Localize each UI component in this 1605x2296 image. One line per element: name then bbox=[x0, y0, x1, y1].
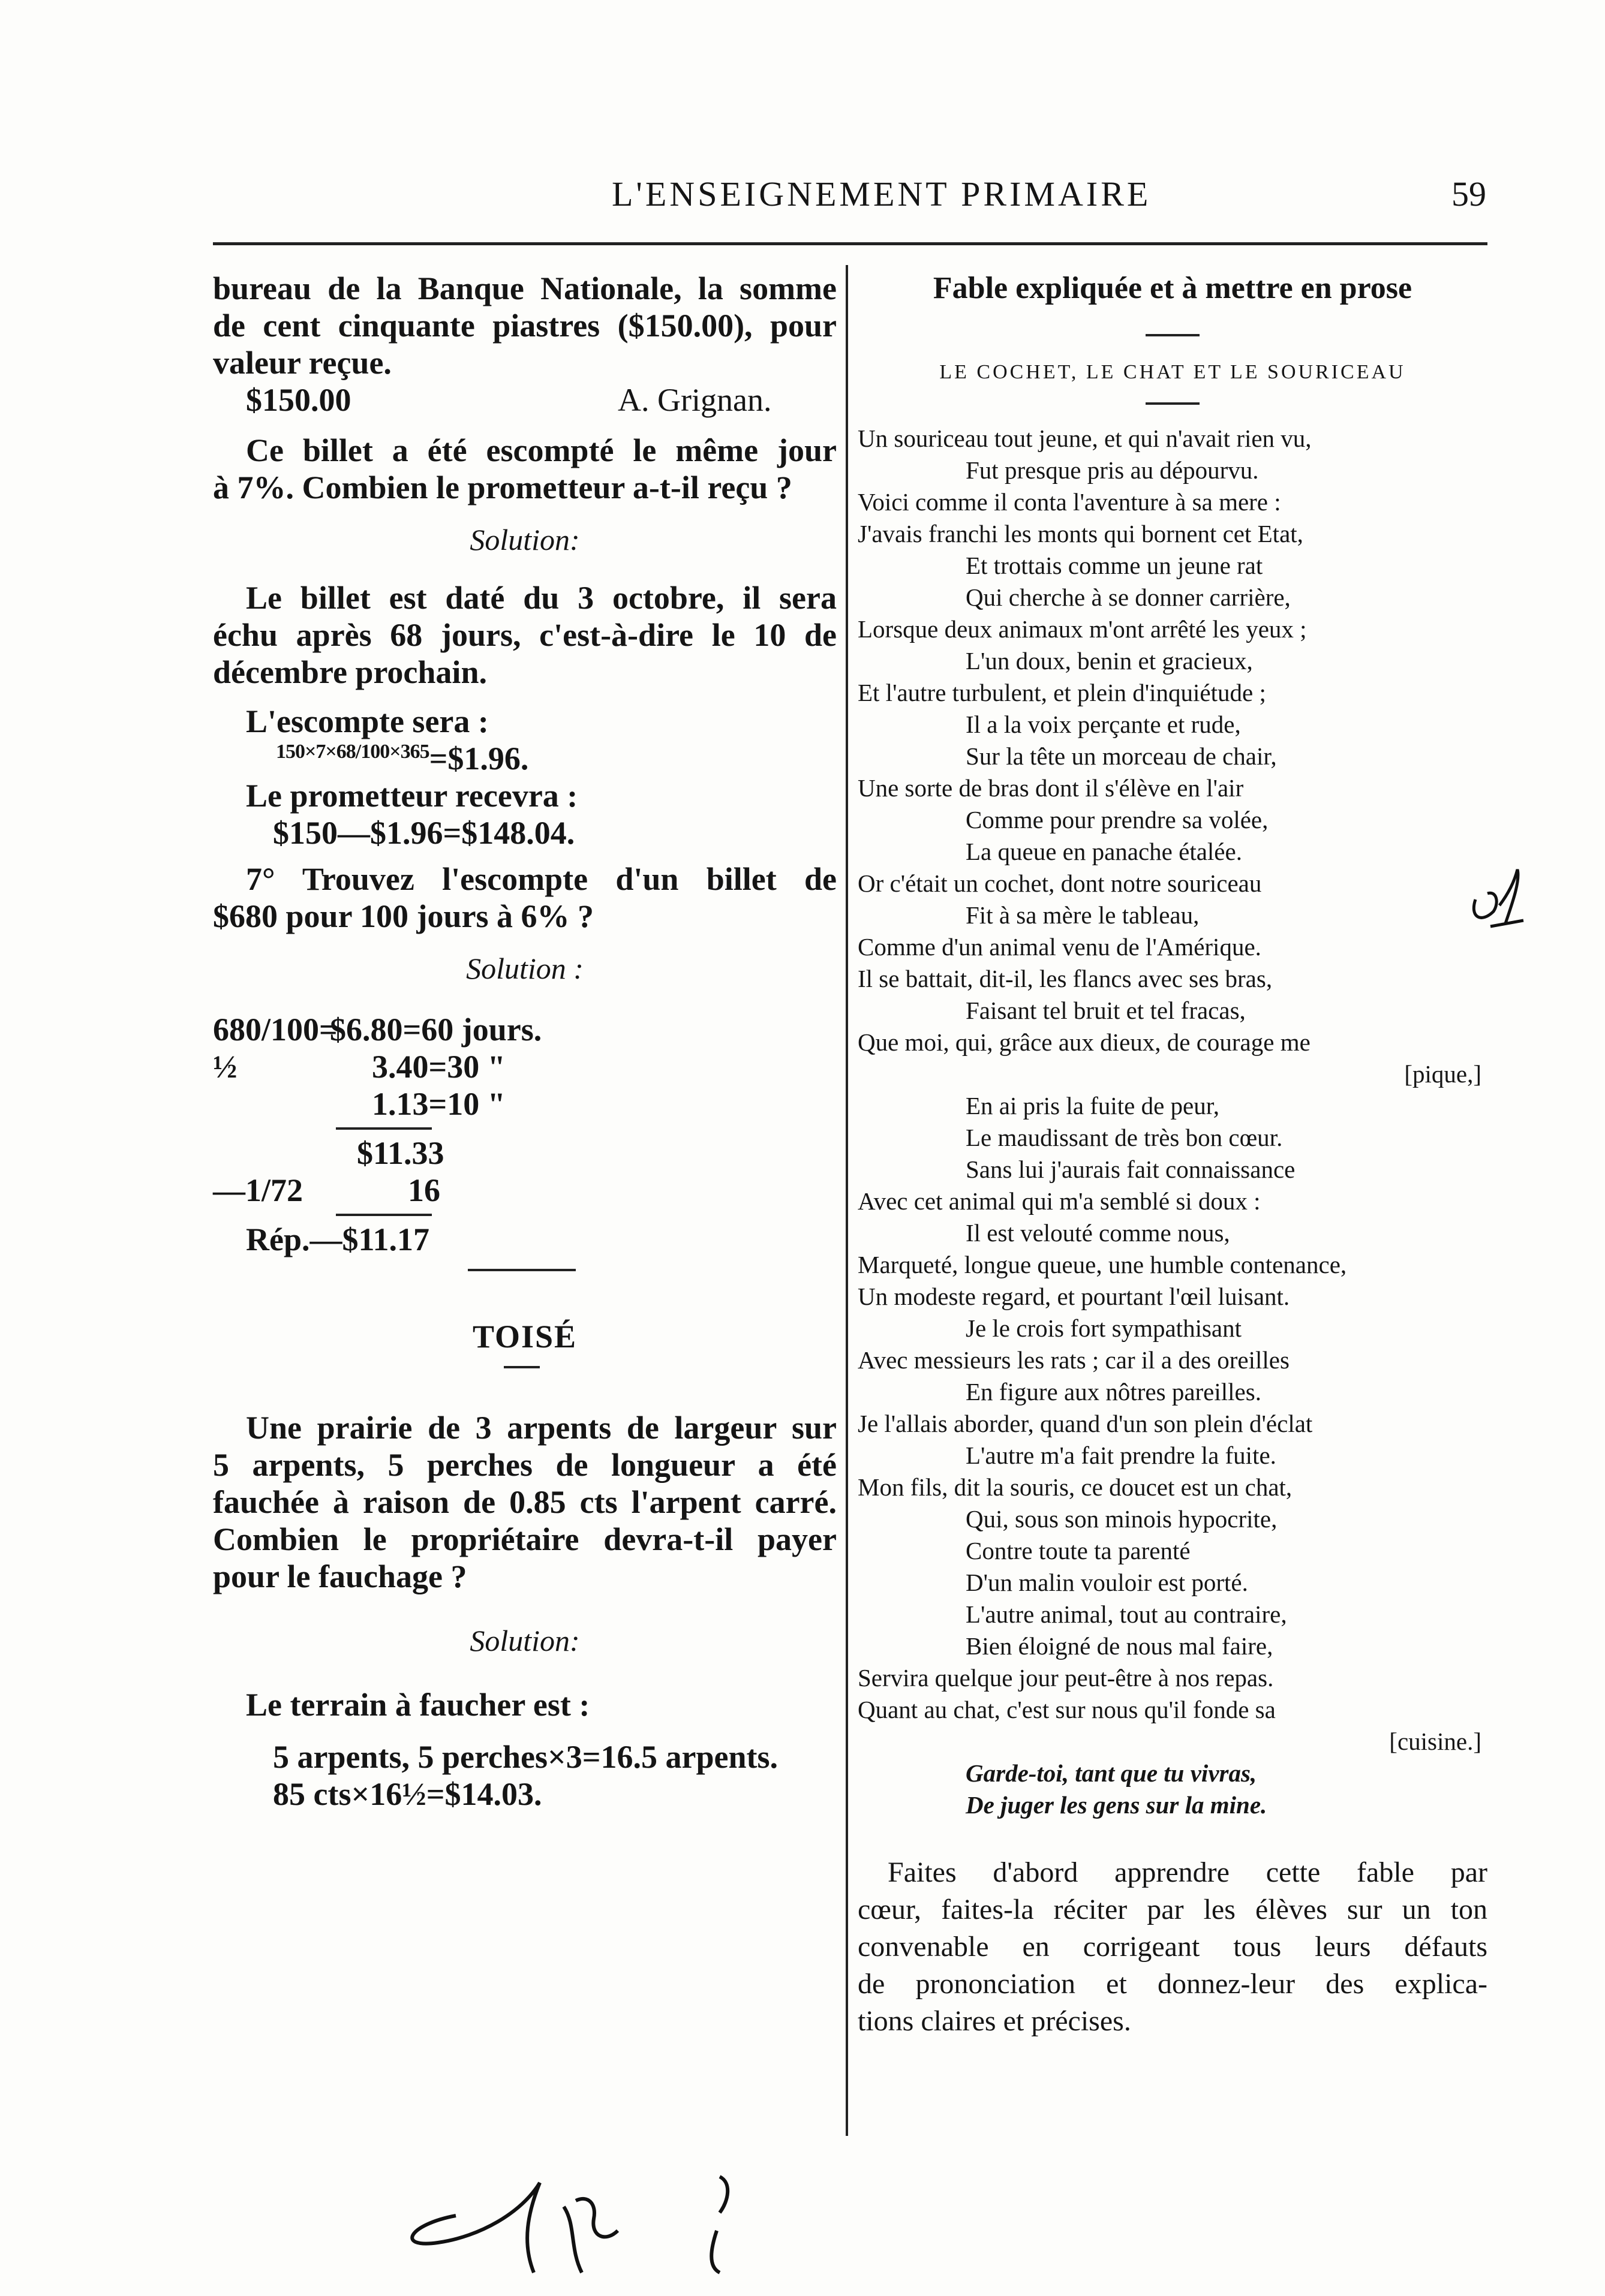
answer-line: décembre prochain. bbox=[213, 654, 487, 690]
verse-line: D'un malin vouloir est porté. bbox=[966, 1569, 1248, 1596]
verse-line: En ai pris la fuite de peur, bbox=[966, 1092, 1220, 1120]
discount-fraction: 150×7×68/100×365 bbox=[276, 741, 429, 763]
fable-title: Fable expliquée et à mettre en prose bbox=[933, 271, 1412, 305]
handwritten-signature bbox=[384, 2159, 804, 2279]
verse-line: Il a la voix perçante et rude, bbox=[966, 711, 1241, 738]
fable-subtitle: LE COCHET, LE CHAT ET LE SOURICEAU bbox=[939, 361, 1406, 383]
column-divider bbox=[846, 265, 848, 2136]
verse-line: Sans lui j'aurais fait connaissance bbox=[966, 1155, 1296, 1183]
verse-line: Avec messieurs les rats ; car il a des oreilles bbox=[858, 1346, 1290, 1374]
calc-prefix: ½ bbox=[213, 1049, 238, 1085]
verse-line: Un souriceau tout jeune, et qui n'avait rien vu, bbox=[858, 425, 1312, 452]
terrain-label: Le terrain à faucher est : bbox=[246, 1687, 590, 1723]
problem-line: fauchée à raison de 0.85 cts l'arpent carré. bbox=[213, 1484, 837, 1520]
verse-line: Quant au chat, c'est sur nous qu'il fonde sa bbox=[858, 1696, 1276, 1723]
problem-line: Une prairie de 3 arpents de largeur sur bbox=[246, 1410, 837, 1446]
receives-label: Le prometteur recevra : bbox=[246, 778, 578, 814]
verse-line: Une sorte de bras dont il s'élève en l'air bbox=[858, 774, 1244, 802]
page-number: 59 bbox=[1451, 174, 1486, 213]
discount-label: L'escompte sera : bbox=[246, 703, 489, 739]
receives-calc: $150—$1.96=$148.04. bbox=[273, 815, 575, 851]
calc-value: $6.80=60 jours. bbox=[330, 1012, 542, 1048]
verse-line: Il se battait, dit-il, les flancs avec ses bras, bbox=[858, 965, 1273, 992]
verse-line: Contre toute ta parenté bbox=[966, 1537, 1191, 1564]
verse-line: Mon fils, dit la souris, ce doucet est un chat, bbox=[858, 1473, 1293, 1501]
verse-line: Le maudissant de très bon cœur. bbox=[966, 1124, 1283, 1151]
fable-verses bbox=[858, 423, 1487, 1821]
calc-total: $11.33 bbox=[357, 1135, 444, 1171]
discount-calc bbox=[213, 740, 837, 777]
verse-line: Marqueté, longue queue, une humble contenance, bbox=[858, 1251, 1347, 1278]
instruction-line: convenable en corrigeant tous leurs défauts bbox=[858, 1931, 1487, 1963]
verse-line: L'autre m'a fait prendre la fuite. bbox=[966, 1442, 1276, 1469]
note-amount: $150.00 bbox=[246, 382, 351, 418]
verse-line: Qui, sous son minois hypocrite, bbox=[966, 1505, 1278, 1533]
header-rule bbox=[213, 242, 1487, 245]
margin-mark bbox=[1463, 857, 1535, 947]
verse-line: Servira quelque jour peut-être à nos repas. bbox=[858, 1664, 1274, 1692]
verse-line: En figure aux nôtres pareilles. bbox=[966, 1378, 1261, 1406]
verse-line: De juger les gens sur la mine. bbox=[966, 1791, 1267, 1819]
running-head: L'ENSEIGNEMENT PRIMAIRE bbox=[612, 174, 1152, 213]
verse-line: Que moi, qui, grâce aux dieux, de courage me bbox=[858, 1028, 1311, 1056]
intro-line: de cent cinquante piastres ($150.00), pour bbox=[213, 308, 837, 344]
instruction-paragraph bbox=[858, 1854, 1487, 2040]
calc-answer: Rép.—$11.17 bbox=[246, 1221, 430, 1257]
right-column bbox=[858, 270, 1487, 2040]
verse-line: Avec cet animal qui m'a semblé si doux : bbox=[858, 1187, 1261, 1215]
instruction-line: Faites d'abord apprendre cette fable par bbox=[888, 1856, 1487, 1888]
verse-line: Bien éloigné de nous mal faire, bbox=[966, 1632, 1273, 1660]
discount-result: =$1.96. bbox=[429, 741, 529, 777]
verse-line: Lorsque deux animaux m'ont arrêté les yeux ; bbox=[858, 615, 1307, 643]
verse-line: Voici comme il conta l'aventure à sa mere : bbox=[858, 488, 1281, 516]
verse-line: Un modeste regard, et pourtant l'œil luisant. bbox=[858, 1283, 1290, 1310]
calc-total-row bbox=[213, 1135, 837, 1172]
note-signature-row bbox=[213, 381, 837, 419]
note-signature: A. Grignan. bbox=[618, 382, 772, 418]
calc-rule bbox=[213, 1209, 837, 1221]
section-rule bbox=[213, 1258, 837, 1279]
solution-label: Solution: bbox=[470, 1624, 580, 1657]
calc-prefix: 680/100= bbox=[213, 1012, 338, 1048]
instruction-line: tions claires et précises. bbox=[858, 2005, 1131, 2037]
verse-line: Je l'allais aborder, quand d'un son plein d'éclat bbox=[858, 1410, 1313, 1437]
calc-sub-value: 16 bbox=[408, 1172, 440, 1208]
problem-line: $680 pour 100 jours à 6% ? bbox=[213, 898, 594, 934]
problem-line: pour le fauchage ? bbox=[213, 1558, 467, 1594]
verse-line: Or c'était un cochet, dont notre souriceau bbox=[858, 869, 1262, 897]
problem-line: Combien le propriétaire devra-t-il payer bbox=[213, 1521, 837, 1557]
problem-line: 7° Trouvez l'escompte d'un billet de bbox=[246, 861, 837, 897]
calc-rule bbox=[213, 1123, 837, 1135]
verse-line: [cuisine.] bbox=[1389, 1728, 1481, 1755]
verse-line: J'avais franchi les monts qui bornent cet Etat, bbox=[858, 520, 1303, 547]
intro-line: bureau de la Banque Nationale, la somme bbox=[213, 270, 837, 306]
calc-value: 3.40=30 " bbox=[372, 1049, 506, 1085]
calc-sub-prefix: —1/72 bbox=[213, 1172, 303, 1208]
verse-line: Fit à sa mère le tableau, bbox=[966, 901, 1200, 929]
verse-line: [pique,] bbox=[1404, 1060, 1481, 1088]
verse-line: Il est velouté comme nous, bbox=[966, 1219, 1230, 1247]
problem-line: 5 arpents, 5 perches de longueur a été bbox=[213, 1447, 837, 1483]
verse-line: L'un doux, benin et gracieux, bbox=[966, 647, 1253, 675]
question-line: Ce billet a été escompté le même jour bbox=[246, 432, 837, 468]
question-line: à 7%. Combien le prometteur a-t-il reçu ? bbox=[213, 470, 792, 505]
verse-line: Je le crois fort sympathisant bbox=[966, 1314, 1242, 1342]
calc-row bbox=[213, 1011, 837, 1048]
verse-line: Fut presque pris au dépourvu. bbox=[966, 456, 1259, 484]
verse-line: Comme pour prendre sa volée, bbox=[966, 806, 1269, 833]
verse-line: Sur la tête un morceau de chair, bbox=[966, 742, 1277, 770]
verse-line: Qui cherche à se donner carrière, bbox=[966, 583, 1291, 611]
answer-line: échu après 68 jours, c'est-à-dire le 10 de bbox=[213, 617, 837, 653]
solution-label: Solution: bbox=[470, 523, 580, 556]
section-short-rule bbox=[213, 1355, 837, 1376]
verse-line: La queue en panache étalée. bbox=[966, 838, 1242, 865]
calc-value: 1.13=10 " bbox=[372, 1086, 506, 1122]
left-column bbox=[213, 270, 837, 1813]
calc-row bbox=[213, 1085, 837, 1123]
answer-line: Le billet est daté du 3 octobre, il sera bbox=[246, 580, 837, 616]
solution-label: Solution : bbox=[466, 952, 584, 985]
verse-line: Faisant tel bruit et tel fracas, bbox=[966, 997, 1246, 1024]
instruction-line: de prononciation et donnez-leur des explica- bbox=[858, 1968, 1487, 2000]
calc-row bbox=[213, 1048, 837, 1085]
calc-prefix bbox=[213, 1085, 330, 1123]
verse-line: Et l'autre turbulent, et plein d'inquiétude ; bbox=[858, 679, 1266, 706]
verse-line: Comme d'un animal venu de l'Amérique. bbox=[858, 933, 1261, 961]
calc-sub-row bbox=[213, 1172, 837, 1209]
section-title: TOISÉ bbox=[472, 1319, 578, 1355]
terrain-calc: 5 arpents, 5 perches×3=16.5 arpents. bbox=[273, 1739, 779, 1775]
terrain-calc: 85 cts×16½=$14.03. bbox=[273, 1776, 542, 1812]
instruction-line: cœur, faites-la réciter par les élèves sur un ton bbox=[858, 1894, 1487, 1925]
verse-line: L'autre animal, tout au contraire, bbox=[966, 1600, 1287, 1628]
verse-line: Garde-toi, tant que tu vivras, bbox=[966, 1759, 1257, 1787]
intro-line: valeur reçue. bbox=[213, 345, 392, 381]
verse-line: Et trottais comme un jeune rat bbox=[966, 552, 1263, 579]
